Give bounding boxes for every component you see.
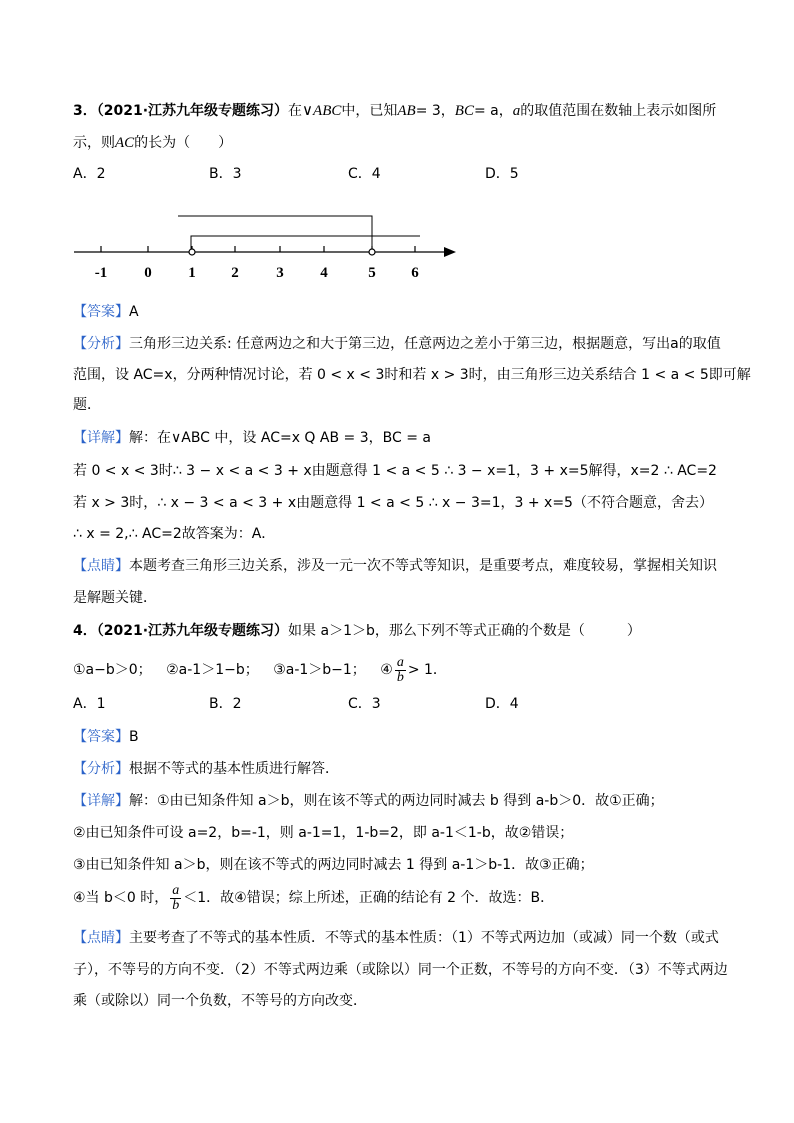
q4-detail-4a: ④当 b＜0 时，	[73, 890, 169, 906]
q4-stem	[73, 621, 641, 641]
number-line-ticks	[101, 246, 415, 252]
open-point-5	[369, 249, 375, 255]
tick-label-0: 0	[144, 265, 152, 281]
q3-stem-line2	[73, 133, 232, 153]
q3-analysis-line2: 范围，设 AC=x，分两种情况讨论，若 0 < x < 3时和若 x > 3时，由三角形三边关系结合 1 < a < 5即可解	[73, 367, 751, 383]
q3-comment-line1	[73, 556, 717, 576]
q4-option-d: D．4	[485, 696, 519, 712]
tick-label-3: 3	[276, 265, 284, 281]
tick-label-5: 5	[368, 265, 376, 281]
q4-detail-tag: 【详解】	[73, 793, 129, 809]
q3-triangle: ∨ABC	[302, 103, 342, 119]
q4-stem-text: 如果 a＞1＞b，那么下列不等式正确的个数是（ ）	[288, 623, 641, 639]
q4-detail-frac-den: b	[172, 897, 180, 913]
q3-bc: BC	[454, 103, 474, 119]
q4-detail-frac-num: a	[172, 882, 180, 898]
q4-answer-value: B	[129, 729, 139, 745]
q3-source: （2021·江苏九年级专题练习）	[96, 103, 289, 119]
q4-analysis-tag: 【分析】	[73, 761, 129, 777]
q4-comment-tag: 【点睛】	[73, 930, 129, 946]
q4-detail-4b: ＜1．故④错误；综上所述，正确的结论有 2 个．故选：B．	[183, 890, 555, 906]
q4-source: （2021·江苏九年级专题练习）	[96, 623, 289, 639]
q3-option-b: B．3	[209, 166, 242, 182]
q4-detail-line4	[73, 882, 554, 914]
q4-comment-1: 主要考查了不等式的基本性质．不等式的基本性质：（1）不等式两边加（或减）同一个数（或式	[129, 930, 719, 946]
q3-line2-a: 示，则	[73, 135, 115, 151]
tick-label-2: 2	[231, 265, 239, 281]
q4-comment-line1	[73, 928, 719, 948]
q4-item-3: ③a-1＞b−1；	[273, 662, 366, 678]
q3-answer	[73, 302, 139, 322]
q3-number-line	[70, 205, 470, 285]
q3-answer-tag: 【答案】	[73, 304, 129, 320]
q4-analysis	[73, 759, 339, 779]
open-point-1	[189, 249, 195, 255]
q4-option-c: C．3	[348, 696, 381, 712]
tick-label-4: 4	[320, 265, 328, 281]
range-bracket-lower	[191, 236, 420, 252]
q4-comment-line3: 乘（或除以）同一个负数，不等号的方向改变．	[73, 993, 367, 1009]
range-bracket-upper	[178, 216, 372, 252]
q3-option-c: C．4	[348, 166, 381, 182]
q4-item-4-fraction	[395, 656, 406, 685]
q3-stem-a: 在	[288, 103, 303, 119]
q3-detail-tag: 【详解】	[73, 430, 129, 446]
q3-ab: AB	[397, 103, 416, 119]
tick-label--1: -1	[94, 265, 108, 281]
q4-item-2: ②a-1＞1−b；	[166, 662, 259, 678]
q3-comment-line2: 是解题关键．	[73, 590, 157, 606]
q3-detail-line4: ∴ x = 2,∴ AC=2故答案为：A．	[73, 526, 276, 542]
q3-number: 3．	[73, 103, 97, 119]
q3-option-d: D．5	[485, 166, 519, 182]
q4-answer	[73, 727, 139, 747]
q3-stem-c: 的取值范围在数轴上表示如图所	[520, 103, 717, 119]
number-line-arrow	[444, 247, 456, 257]
q4-detail-line3: ③由已知条件知 a＞b，则在该不等式的两边同时减去 1 得到 a-1＞b-1．故③正确；	[73, 857, 594, 873]
q4-detail-line2: ②由已知条件可设 a=2，b=-1，则 a-1=1，1-b=2，即 a-1＜1-b，故②错误；	[73, 825, 574, 841]
q3-analysis-line3: 题．	[73, 397, 101, 413]
number-line-labels	[95, 265, 420, 281]
q4-item-4: ④	[380, 662, 393, 678]
q4-option-b: B．2	[209, 696, 242, 712]
tick-label-6: 6	[411, 265, 419, 281]
q3-option-a: A．2	[73, 166, 106, 182]
q4-detail-fraction	[170, 884, 181, 913]
q3-detail-line3: 若 x > 3时，∴ x − 3 < a < 3 + x由题意得 1 < a < 5 ∴ x − 3=1，3 + x=5（不符合题意，舍去）	[73, 495, 713, 511]
q3-comment-tag: 【点睛】	[73, 558, 129, 574]
q4-detail-1: 解：①由已知条件知 a＞b，则在该不等式的两边同时减去 b 得到 a-b＞0．故①正确；	[129, 793, 664, 809]
q3-eqa: = a，	[473, 103, 513, 119]
q3-eq3: = 3，	[415, 103, 455, 119]
q3-analysis-tag: 【分析】	[73, 336, 129, 352]
q4-option-a: A．1	[73, 696, 106, 712]
q3-a: a	[512, 103, 521, 119]
q4-frac-den: b	[396, 669, 404, 685]
q4-answer-tag: 【答案】	[73, 729, 129, 745]
q3-ac: AC	[115, 135, 135, 151]
q4-item-1: ①a−b＞0；	[73, 662, 152, 678]
q4-comment-line2: 子），不等号的方向不变．（2）不等式两边乘（或除以）同一个正数，不等号的方向不变．（3）不等式两边	[73, 962, 728, 978]
q3-stem-line1	[73, 101, 716, 121]
tick-label-1: 1	[188, 265, 196, 281]
q4-items	[73, 655, 447, 685]
q3-comment-1: 本题考查三角形三边关系，涉及一元一次不等式等知识，是重要考点，难度较易，掌握相关知识	[129, 558, 717, 574]
q3-stem-b: 中，已知	[341, 103, 398, 119]
q4-item-4-tail: > 1．	[407, 662, 447, 678]
q3-detail-line2: 若 0 < x < 3时∴ 3 − x < a < 3 + x由题意得 1 < a < 5 ∴ 3 − x=1，3 + x=5解得，x=2 ∴ AC=2	[73, 463, 717, 479]
q4-detail-line1	[73, 791, 664, 811]
q3-analysis-1: 三角形三边关系: 任意两边之和大于第三边，任意两边之差小于第三边，根据题意，写出a的取值	[129, 336, 721, 352]
q4-analysis-text: 根据不等式的基本性质进行解答．	[129, 761, 339, 777]
q3-analysis-line1	[73, 334, 721, 354]
q3-detail-line1	[73, 428, 431, 448]
q3-line2-b: 的长为（ ）	[134, 135, 233, 151]
q3-detail-1: 解：在∨ABC 中，设 AC=x Q AB = 3，BC = a	[129, 430, 431, 446]
q3-answer-value: A	[129, 304, 139, 320]
q4-number: 4．	[73, 623, 97, 639]
q4-frac-num: a	[396, 654, 404, 670]
